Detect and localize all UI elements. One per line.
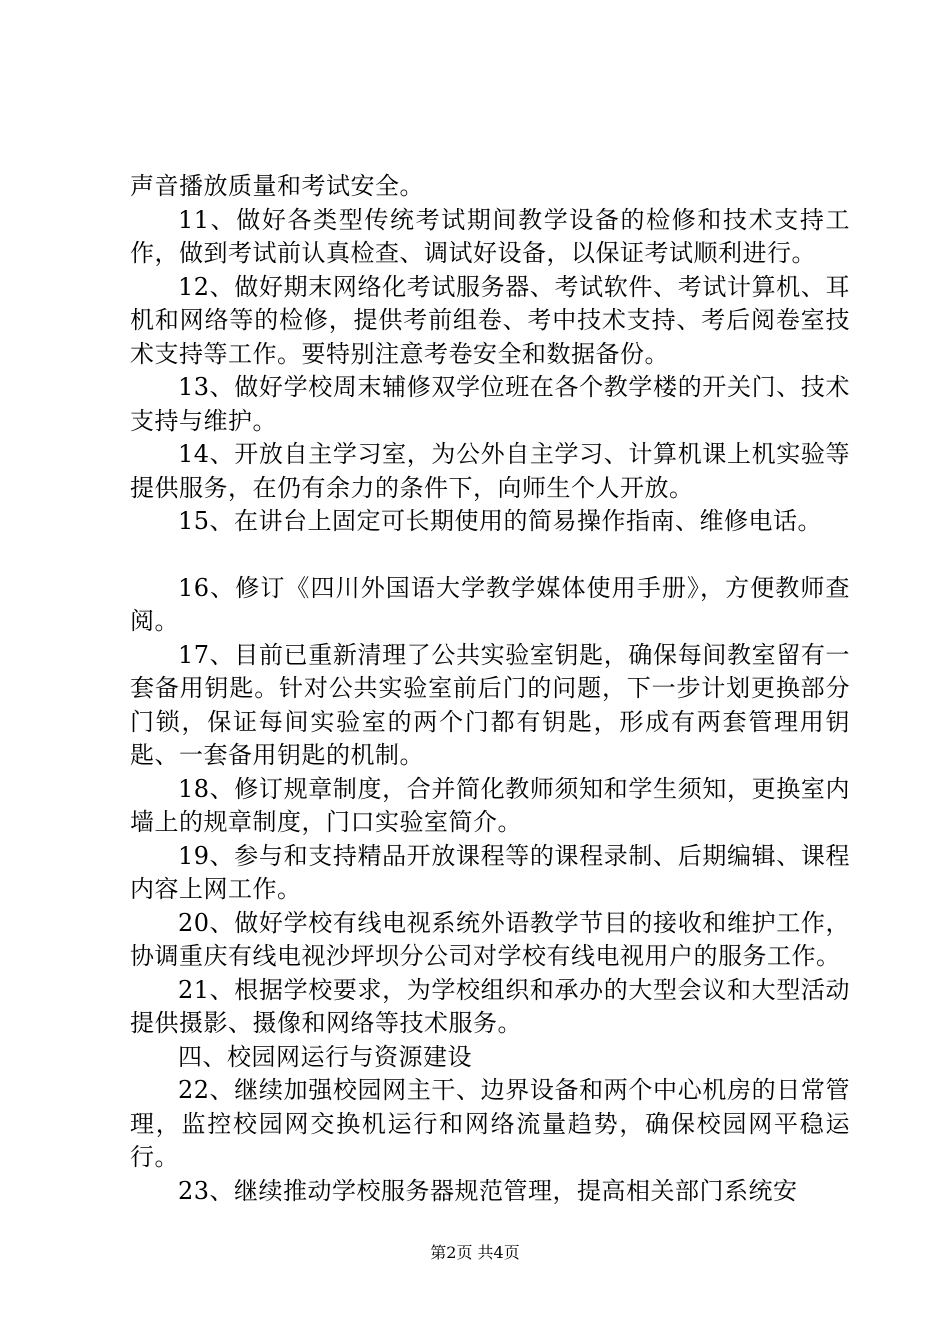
- paragraph-item-19: 19、参与和支持精品开放课程等的课程录制、后期编辑、课程内容上网工作。: [130, 841, 850, 903]
- paragraph-item-17: 17、目前已重新清理了公共实验室钥匙，确保每间教室留有一套备用钥匙。针对公共实验室前后门的问题，下一步计划更换部分门锁，保证每间实验室的两个门都有钥匙，形成有两套管理用钥匙、一套备用钥匙的机制。: [130, 640, 850, 769]
- paragraph-item-22: 22、继续加强校园网主干、边界设备和两个中心机房的日常管理，监控校园网交换机运行和网络流量趋势，确保校园网平稳运行。: [130, 1076, 850, 1171]
- paragraph-item-16: 16、修订《四川外国语大学教学媒体使用手册》，方便教师查阅。: [130, 573, 850, 635]
- paragraph-item-23: 23、继续推动学校服务器规范管理，提高相关部门系统安: [178, 1176, 798, 1205]
- paragraph-item-20: 20、做好学校有线电视系统外语教学节目的接收和维护工作，协调重庆有线电视沙坪坝分公司对学校有线电视用户的服务工作。: [130, 908, 850, 970]
- paragraph-item-15: 15、在讲台上固定可长期使用的简易操作指南、维修电话。: [178, 507, 823, 535]
- paragraph-item-13: 13、做好学校周末辅修双学位班在各个教学楼的开关门、技术支持与维护。: [130, 373, 850, 435]
- paragraph-continuation: 声音播放质量和考试安全。: [130, 172, 424, 200]
- paragraph-item-12: 12、做好期末网络化考试服务器、考试软件、考试计算机、耳机和网络等的检修，提供考前组卷、考中技术支持、考后阅卷室技术支持等工作。要特别注意考卷安全和数据备份。: [130, 272, 850, 368]
- paragraph-item-18: 18、修订规章制度，合并简化教师须知和学生须知，更换室内墙上的规章制度，门口实验室简介。: [130, 774, 850, 836]
- paragraph-item-14: 14、开放自主学习室，为公外自主学习、计算机课上机实验等提供服务，在仍有余力的条件下，向师生个人开放。: [130, 440, 850, 502]
- paragraph-item-11: 11、做好各类型传统考试期间教学设备的检修和技术支持工作，做到考试前认真检查、调试好设备，以保证考试顺利进行。: [130, 205, 850, 267]
- document-body: [130, 170, 850, 1208]
- section-heading: 四、校园网运行与资源建设: [178, 1042, 472, 1071]
- paragraph-item-21: 21、根据学校要求，为学校组织和承办的大型会议和大型活动提供摄影、摄像和网络等技术服务。: [130, 975, 850, 1037]
- page-footer: 第2页 共4页: [430, 1243, 520, 1262]
